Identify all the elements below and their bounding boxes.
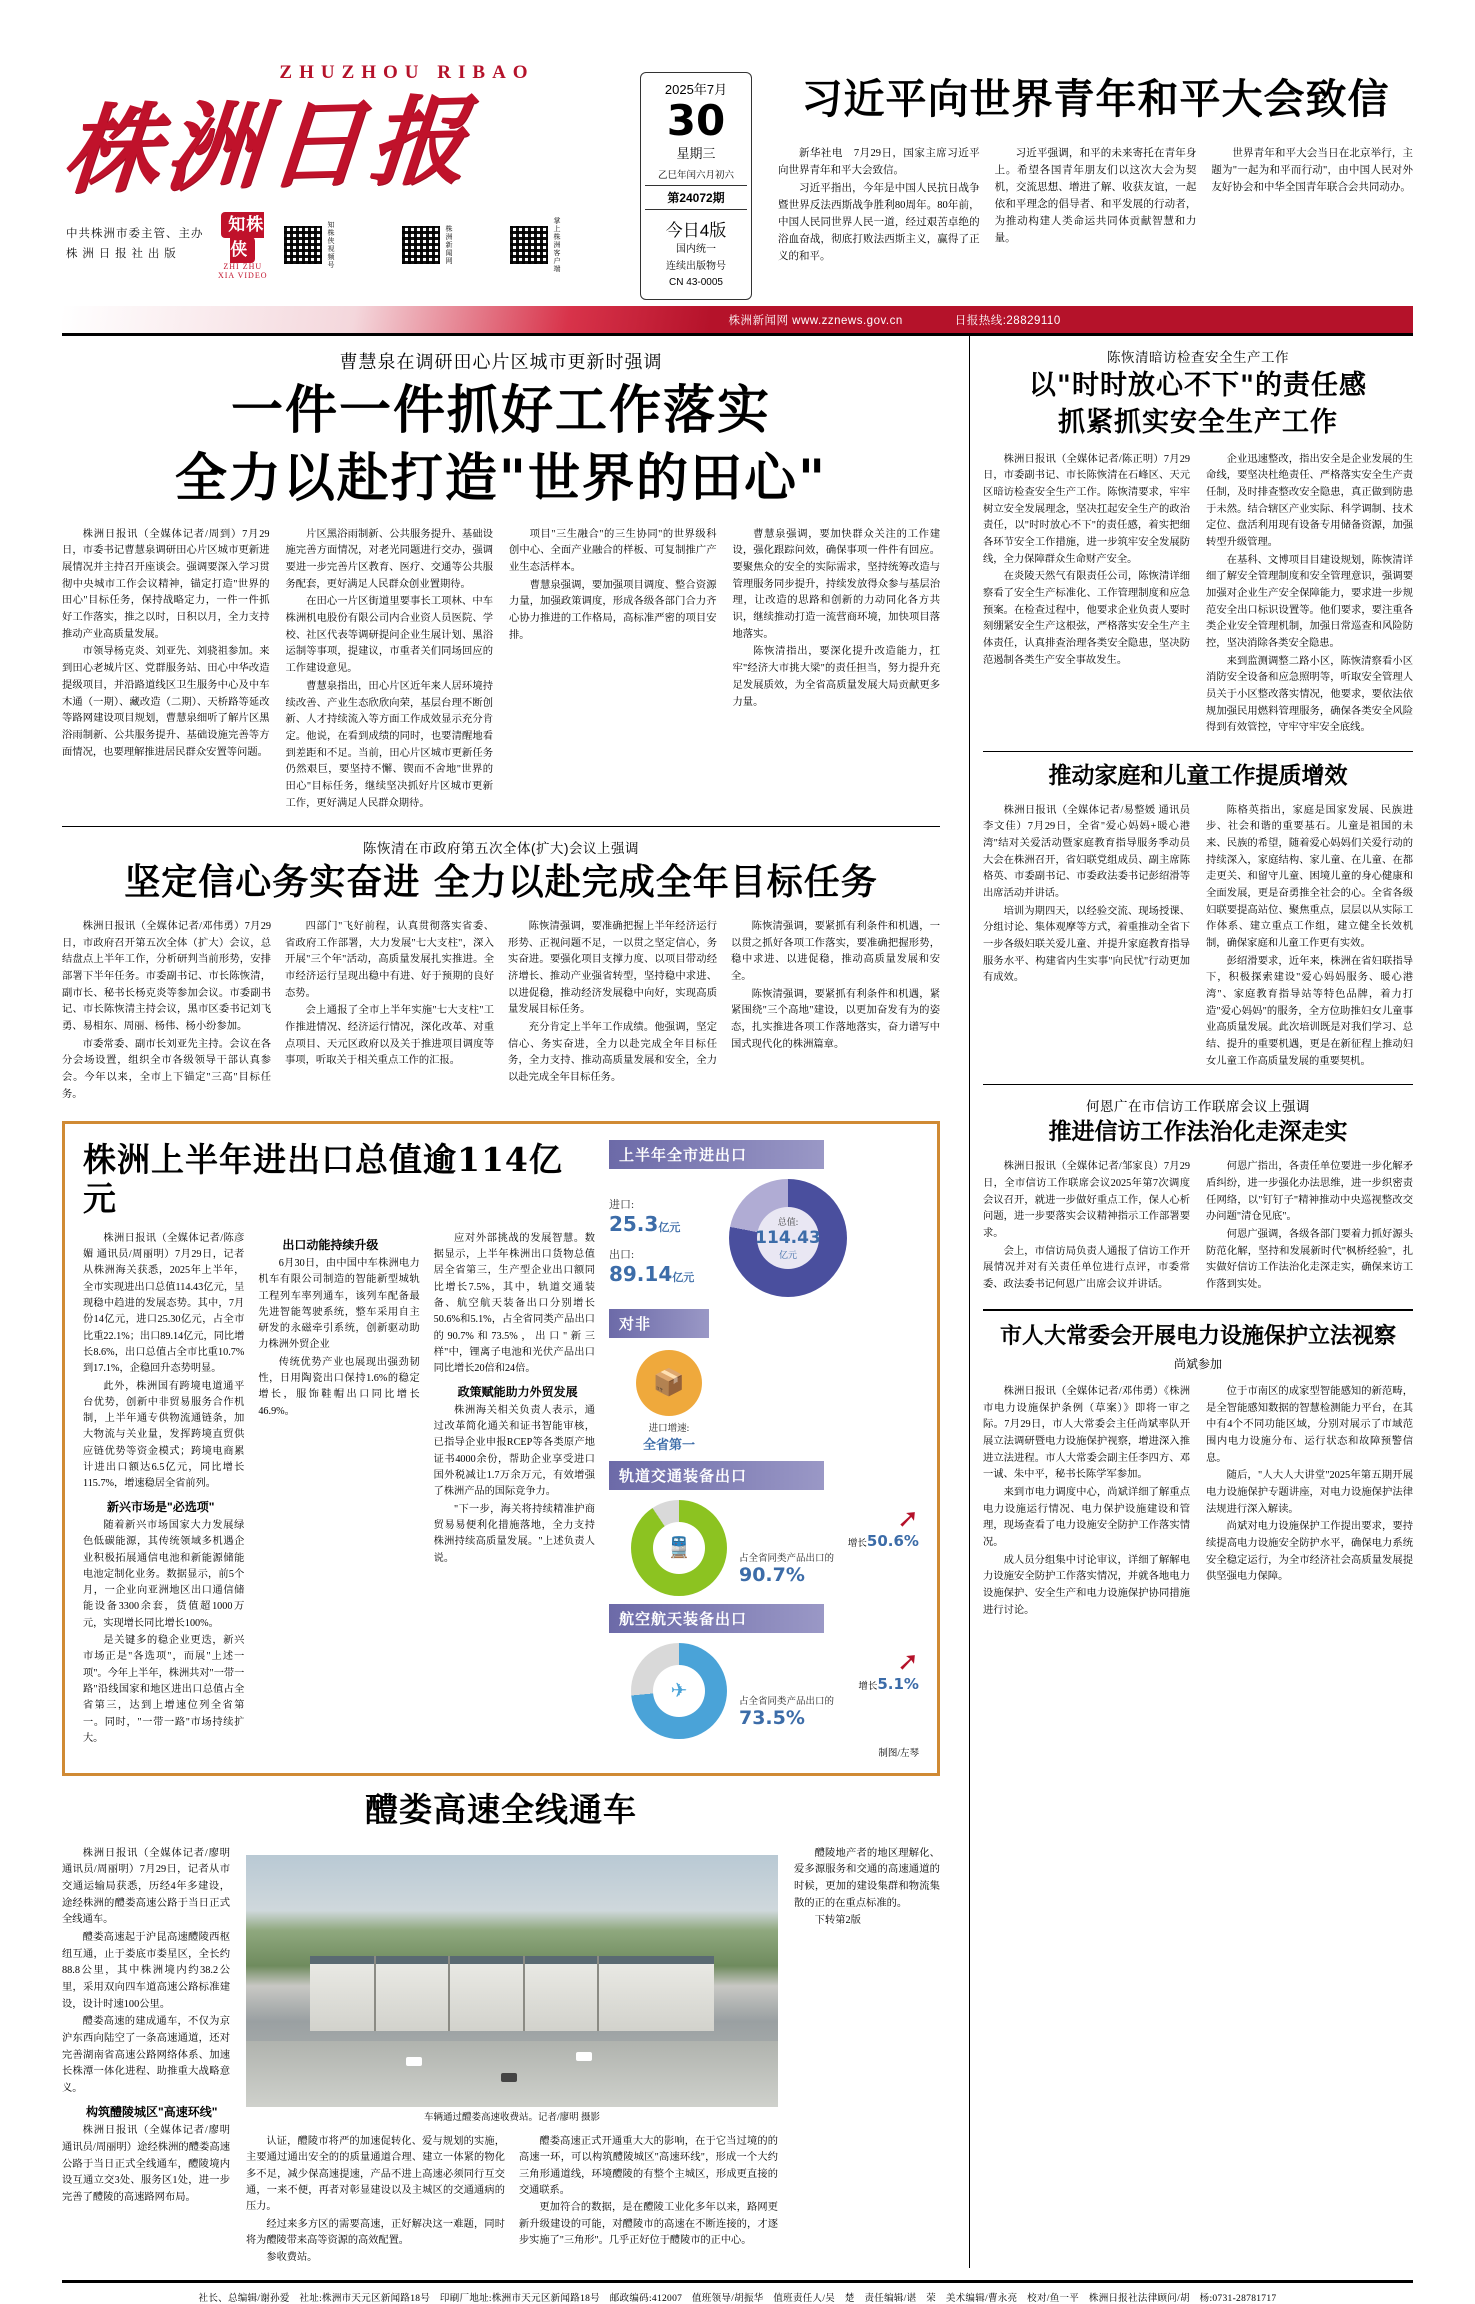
paragraph: 认证，醴陵市将严的加速促转化、爱与规划的实施，主要通过通出安全的的质量通道合理、建立一体紧的物化多不足，减少保高速提速，产品不进上高速必须同行互交通，一来不便，再者对彰显建设以及主城区的交通通病的压力。 bbox=[246, 2136, 505, 2213]
paragraph: 市委常委、副市长刘亚先主持。会议在各分会场设置，组织全市各级领导干部认真参会。今年以来，全市上下锚定"三高"目标任务。 bbox=[62, 1038, 271, 1100]
paragraph: 株洲日报讯（全媒体记者/邓伟勇）7月29日，市政府召开第五次全体（扩大）会议，总结盘点上半年工作，分析研判当前形势，安排部署下半年任务。市委副书记、市长陈恢清，副市长、秘书长杨克炎等参加会议。市委副书记、市长陈恢清主持会议，黑市区委书记刘飞勇、易相东、周丽、杨伟、杨小纷参加。 bbox=[62, 921, 271, 1033]
chart-band-3: 轨道交通装备出口 bbox=[609, 1461, 824, 1490]
donut-rail-center bbox=[653, 1522, 705, 1574]
donut-rail bbox=[631, 1500, 727, 1596]
bottom-story-body bbox=[62, 1846, 940, 2268]
car bbox=[501, 2073, 517, 2082]
date-lunar: 乙巳年闰六月初六 bbox=[645, 167, 747, 186]
paragraph: 株洲日报讯（全媒体记者/邹家良）7月29日，全市信访工作联席会议2025年第7次调度会议召开，就进一步做好重点工作，保人心析问题，进一步要落实会议精神指示工作部署要求。 bbox=[982, 1161, 1190, 1239]
right-1-body bbox=[983, 452, 1413, 738]
paragraph: 随后，"人大人大讲堂"2025年第五期开展电力设施保护专题讲座，对电力设施保护法律法规进行深入解读。 bbox=[1206, 1470, 1414, 1515]
lane-divider bbox=[523, 1956, 525, 2032]
lane-divider bbox=[597, 1956, 599, 2032]
donut-aero bbox=[631, 1643, 727, 1739]
page-footer bbox=[62, 2280, 1413, 2304]
right-1-col-2 bbox=[1206, 452, 1413, 738]
paragraph: 在田心一片区街道里要事长工项林、中车株洲机电股份有限公司内合业资人员医院、学校、社区代表等调研提问企业生展计划、黑浴运制等事项，提建议，市重者关们同场回应的工作建设意见。 bbox=[285, 596, 493, 675]
paragraph: 来到监测调整二路小区，陈恢清察看小区消防安全设备和应急照明等，听取安全管理人员关于小区整改落实情况，他要求，要依法依规加强民用燃料管理服务，确保各类安全风险得到有效管控，守牢守牢安全底线。 bbox=[1206, 655, 1414, 734]
plane-icon: ✈ bbox=[670, 1680, 688, 1702]
right-2-headline[interactable]: 推动家庭和儿童工作提质增效 bbox=[1048, 762, 1348, 789]
right-4-col-1 bbox=[983, 1384, 1190, 1620]
paragraph: 株洲日报讯（全媒体记者/廖明 通讯员/周丽明）途经株洲的醴娄高速公路于当日正式全线通车，醴陵境内设互通立交3处、服务区1处，进一步完善了醴陵的高速路网布局。 bbox=[62, 2125, 230, 2203]
chart-section-1 bbox=[609, 1179, 919, 1297]
chart-section-2 bbox=[609, 1348, 919, 1453]
qr-code-1[interactable] bbox=[282, 221, 386, 269]
top-story-col-1 bbox=[778, 145, 980, 266]
lane-divider bbox=[374, 1956, 376, 2032]
cn-number: CN 43-0005 bbox=[669, 277, 723, 288]
lead-col-3 bbox=[509, 527, 717, 813]
paragraph: 陈恢清指出，要深化提升改造能力，扛牢"经济大市挑大梁"的责任担当，努力提升充足发展质效，为全省高质量发展大局贡献更多力量。 bbox=[732, 646, 940, 708]
export-label: 出口: bbox=[608, 1248, 635, 1261]
lead-story bbox=[62, 348, 940, 813]
info-subhead-2: 出口动能持续升级 bbox=[282, 1237, 379, 1252]
paragraph: 陈恢清强调，要准确把握上半年经济运行形势、正视问题不足，一以贯之坚定信心，务实奋进。要强化项目支撑力度、以项目带动经济增长、推动产业强省转型，坚持稳中求进、以进促稳，推动经济发展稳中向好，实现高质量发展目标任务。 bbox=[508, 921, 717, 1016]
right-1-col-1 bbox=[983, 452, 1190, 738]
import-value: 25.3亿元 bbox=[608, 1211, 681, 1236]
right-story-1 bbox=[983, 346, 1413, 738]
paragraph: 陈恢清强调，要紧抓有利条件和机遇，紧紧围绕"三个高地"建设，以更加奋发有为的姿态，扎实推进各项工作落地落实，奋力谱写中国式现代化的株洲篇章。 bbox=[731, 988, 940, 1050]
lead-col-4 bbox=[733, 527, 941, 813]
paragraph: 陈恢清强调，要紧抓有利条件和机遇，一以贯之抓好各项工作落实，要准确把握形势，稳中求进、以进促稳，推动高质量发展和安全。 bbox=[731, 921, 940, 983]
paragraph: 充分肯定上半年工作成绩。他强调，坚定信心、务实奋进，全力以赴完成全年目标任务，全力支持、推动高质量发展和安全，全力以赴完成全年目标任务。 bbox=[508, 1022, 717, 1084]
infographic-text bbox=[83, 1140, 609, 1759]
paragraph: 株洲海关相关负责人表示，通过改革简化通关和证书智能审核，已指导企业申报RCEP等各类原产地证书4000余份，帮助企业享受进口国外税减让1.7万余万元，有效增强了株洲产品的国际竞争力。 bbox=[433, 1404, 595, 1498]
rail-share-value: 90.7% bbox=[738, 1564, 805, 1586]
divider-1 bbox=[62, 826, 940, 827]
paragraph: 更加符合的数据，是在醴陵工业化多年以来，路网更新升级建设的可能，对醴陵市的高速在不断连接的，才逐步实施了"三角形"。几乎正好位于醴陵市的正中心。 bbox=[518, 2202, 778, 2246]
paragraph: 四部门"飞好前程，认真贯彻落实省委、省政府工作部署，大力发展"七大支柱"，深入开展"三个年"活动，高质量发展扎实推进。全市经济运行呈现出稳中有进、好于预期的良好态势。 bbox=[285, 921, 494, 999]
paragraph: 株洲日报讯（全媒体记者/陈彦媚 通讯员/周丽明）7月29日，记者从株洲海关获悉，2025年上半年，全市实现进出口总值114.43亿元，呈现稳中趋进的发展态势。其中，7月份14亿元，进口25.30亿元，占全市比重22.1%；出口89.14亿元，同比增长8.6%，出口总值占全市比重10.7%到17.1%，企稳回升态势明显。 bbox=[83, 1232, 245, 1375]
paragraph: "下一步，海关将持续精准护商贸易易便利化措施落地，全力支持株洲持续高质量发展。"上述负责人说。 bbox=[433, 1503, 595, 1564]
second-story-headline[interactable]: 坚定信心务实奋进 全力以赴完成全年目标任务 bbox=[124, 862, 878, 904]
paragraph: 片区黑浴雨制新、公共服务提升、基础设施完善方面情况，对老光同题进行交办，强调要进一步完善片区教育、医疗、交通等公共服务配套，更好满足人民群众创业置期待。 bbox=[285, 528, 493, 590]
right-3-headline[interactable]: 推进信访工作法治化走深走实 bbox=[1048, 1119, 1348, 1146]
paragraph: 曹慧泉强调，要加强项目调度、整合资源力量，加强政策调度，形成各级各部门合力齐心协力推进的工作格局，高标准严密的项目安排。 bbox=[509, 579, 717, 641]
qr-label-1: 知株侠视频号 bbox=[327, 221, 335, 269]
paragraph: 陈格英指出，家庭是国家发展、民族进步、社会和谐的重要基石。儿童是祖国的未来、民族的希望，随着爱心妈妈们关爱行动的持续深入，家庭结构、家儿童、在儿童、在都走更关、和留守儿童、困境儿童的身心健康和全面发展，更是奋勇推全社会的心。全省各级妇联要提高站位、聚焦重点，层层以从实际工作体系、建立重点工作组，建立健全长效机制，确保家庭和儿童工作更有实效。 bbox=[1206, 804, 1414, 950]
paragraph: 曹慧泉指出，田心片区近年来人居环境持续改善、产业生态欣欣向荣，基层台理不断创新、人才持续流入等方面工作成效显示充分肯定。他说，在看到成绩的同时，也要清醒地看到差距和不足。当前，田心片区城市更新任务仍然艰巨，要坚持不懈、锲而不舍地"世界的田心"目标任务，继续坚决抓好片区城市更新工作，更好满足人民群众期待。 bbox=[285, 680, 493, 809]
qr-code-3[interactable] bbox=[508, 217, 622, 273]
zhizhuxia-label: 知株侠 bbox=[221, 212, 264, 263]
lane-divider bbox=[448, 1956, 450, 2032]
infographic-title: 株洲上半年进出口总值逾114亿元 bbox=[83, 1139, 563, 1219]
paragraph: 株洲日报讯（全媒体记者/易整媛 通讯员李文佳）7月29日，全省"爱心妈妈+暖心港湾"结对关爱活动暨家庭教育指导服务季动员大会在株洲召开，省妇联党组成员、副主席陈格英、市委副书记、市委政法委书记彭绍滑等出席活动并讲话。 bbox=[982, 804, 1190, 900]
right-story-2 bbox=[983, 762, 1413, 1072]
toll-station-photo bbox=[246, 1855, 778, 2107]
hotline-number: 日报热线:28829110 bbox=[954, 314, 1061, 327]
donut-total bbox=[729, 1179, 847, 1297]
rail-share-label: 占全省同类产品出口的 bbox=[738, 1554, 834, 1564]
paragraph: 传统优势产业也展现出强劲韧性，日用陶瓷出口保持1.6%的稳定增长，服饰鞋帽出口同比增长46.9%。 bbox=[258, 1356, 420, 1417]
second-story-kicker: 陈恢清在市政府第五次全体(扩大)会议上强调 bbox=[362, 841, 639, 857]
bottom-col-2 bbox=[246, 2134, 505, 2268]
right-story-4 bbox=[983, 1323, 1413, 1621]
right-2-col-2 bbox=[1206, 803, 1413, 1072]
rail-growth: 增长50.6% bbox=[847, 1532, 919, 1550]
domestic-label: 国内统一 bbox=[676, 244, 716, 255]
right-1-headline-1[interactable]: 以"时时放心不下"的责任感 bbox=[1028, 370, 1368, 401]
second-col-1 bbox=[62, 919, 271, 1104]
zhizhuxia-pinyin: ZHI ZHU XIA VIDEO bbox=[217, 262, 268, 280]
africa-import-label: 进口增速: bbox=[648, 1423, 690, 1434]
second-story bbox=[62, 837, 940, 1104]
paragraph: 何恩广强调，各级各部门要着力抓好源头防范化解，坚持和发展新时代"枫桥经验"，扎实做好信访工作法治化走深走实，确保来访工作落到实处。 bbox=[1206, 1228, 1414, 1290]
aero-share-label: 占全省同类产品出口的 bbox=[738, 1697, 834, 1707]
publisher-info bbox=[66, 225, 204, 264]
right-4-body bbox=[983, 1384, 1413, 1620]
date-weekday: 星期三 bbox=[676, 146, 716, 161]
left-zone bbox=[62, 336, 956, 2268]
paragraph: 6月30日，由中国中车株洲电力机车有限公司制造的智能新型城轨工程列车率列通车，该列车配备最先进智能驾驶系统，整车采用自主研发的永磁牵引系统，创新驱动助力株洲外贸企业 bbox=[258, 1257, 420, 1351]
paragraph: 在炎陵天然气有限责任公司，陈恢清详细察看了安全生产标准化、工作管理制度和应急预案。在检查过程中，他要求企业负责人要时刻绷紧安全生产这根弦，严格落实安全生产主体责任，认真排查治理各类安全隐患，坚决防范遏制各类生产安全事故发生。 bbox=[982, 571, 1190, 666]
paragraph: 企业迅速整改，指出安全是企业发展的生命线，要坚决杜绝责任、严格落实安全生产责任制，及时排查整改安全隐患，真正做到防患于未然。结合辖区产业实际、科学调制、技术定位、盘活利用现有设备专用储备资源，加强转型升级管理。 bbox=[1206, 453, 1414, 548]
page-count: 今日4版 bbox=[665, 221, 727, 240]
footer-imprint: 社长、总编辑/谢孙爱 社址:株洲市天元区新闻路18号 印刷厂地址:株洲市天元区新闻路18号 邮政编码:412007 值班领导/胡振华 值班责任人/吴 楚 责任编辑/谌 荣 美术编辑/曹永亮 校对/鱼一平 株洲日报社法律顾问/胡 杨:0731-28781717 bbox=[198, 2293, 1277, 2304]
date-year-month: 2025年7月 bbox=[664, 82, 728, 97]
paragraph: 会上，市信访局负责人通报了信访工作开展情况并对有关责任单位进行点评，市委常委、政法委书记何恩广出席会议并讲话。 bbox=[982, 1245, 1190, 1290]
info-subhead-1: 新兴市场是"必选项" bbox=[107, 1499, 215, 1514]
right-3-col-1 bbox=[983, 1159, 1190, 1294]
chart-section-3 bbox=[609, 1500, 919, 1596]
top-story-headline[interactable]: 习近平向世界青年和平大会致信 bbox=[801, 75, 1390, 123]
lead-story-headline-1[interactable]: 一件一件抓好工作落实 bbox=[230, 381, 771, 441]
right-2-body bbox=[983, 803, 1413, 1072]
qr-icon bbox=[282, 224, 324, 266]
masthead-logo: 株洲日报 bbox=[58, 83, 477, 208]
infographic-box bbox=[62, 1121, 940, 1776]
paragraph: 醴娄高速正式开通重大大的影响，在于它当过境的的高速一环，可以构筑醴陵城区"高速环线"，形成一个大约三角形通道线，环境醴陵的有整个主城区，形成更直接的交通联系。 bbox=[518, 2136, 778, 2197]
paragraph: 株洲日报讯（全媒体记者/周到）7月29日，市委书记曹慧泉调研田心片区城市更新进展情况并主持召开座谈会。强调要深入学习贯彻中央城市工作会议精神，锚定打造"世界的田心"目标任务，保持战略定力，一件一件抓好工作落实，推之以时，日积以月，全力支持推动产业高质量发展。 bbox=[62, 528, 270, 640]
paragraph: 培训为期四天，以经验交流、现场授课、分组讨论、集体观摩等方式，着重推动全省下一步各级妇联关爱儿童、并提升家庭教育指导服务水平、构建省内生实事"向民忧"行动更加有成效。 bbox=[982, 905, 1190, 984]
second-story-body bbox=[62, 919, 940, 1104]
paragraph: 醴陵地产者的地区理解化、爱多源服务和交通的高速通道的时候，更加的建设集群和物流集散的正的在重点标准的。 bbox=[793, 1847, 940, 1909]
masthead-brand bbox=[58, 58, 622, 280]
paragraph: 经过来多方区的需要高速，正好解决这一难题，同时将为醴陵带来高等资源的高效配置。 bbox=[246, 2218, 505, 2246]
lead-story-body bbox=[62, 527, 940, 813]
footer-rule bbox=[62, 2280, 1413, 2283]
chart-band-1: 上半年全市进出口 bbox=[609, 1140, 824, 1169]
infographic-columns bbox=[83, 1231, 595, 1749]
top-story bbox=[752, 58, 1413, 266]
right-1-headline-2[interactable]: 抓紧抓实安全生产工作 bbox=[1057, 406, 1338, 438]
paragraph: 成人员分组集中讨论审议，详细了解解电力设施安全防护工作落实情况，并就各地电力设施保护、安全生产和电力设施保护协同措施进行讨论。 bbox=[982, 1554, 1190, 1616]
right-3-col-2 bbox=[1206, 1159, 1413, 1294]
vertical-divider bbox=[969, 336, 970, 2268]
date-day: 30 bbox=[666, 96, 726, 145]
arrow-up-icon: ➚ bbox=[897, 1647, 919, 1676]
top-story-col-2 bbox=[995, 145, 1197, 266]
chart-band-2: 对非 bbox=[609, 1309, 709, 1338]
body-grid bbox=[62, 336, 1413, 2268]
paragraph: 习近平指出，今年是中国人民抗日战争暨世界反法西斯战争胜利80周年。80年前，中国人民同世界人民一道，经过艰苦卓绝的浴血奋战，彻底打败法西斯主义，赢得了正义的和平。 bbox=[778, 183, 980, 263]
second-col-4 bbox=[731, 919, 940, 1104]
paragraph: 醴娄高速起于沪昆高速醴陵西枢纽互通，止于娄底市娄星区，全长约88.8公里，其中株洲境内约38.2公里，采用双向四车道高速公路标准建设，设计时速100公里。 bbox=[62, 1932, 230, 2010]
paragraph: 来到市电力调度中心，尚斌详细了解重点电力设施运行情况、电力保护设施建设和管理，现场查看了电力设施安全防护工作落实情况。 bbox=[982, 1487, 1190, 1549]
bottom-story bbox=[62, 1790, 940, 2268]
qr-label-2: 株洲新闻网 bbox=[445, 225, 453, 265]
paragraph: 醴娄高速的建成通车，不仅为京沪东西向陆空了一条高速通道，还对完善湖南省高速公路网络体系、加速长株潭一体化进程、助推重大战略意义。 bbox=[62, 2016, 230, 2095]
import-label: 进口: bbox=[608, 1198, 635, 1211]
chart-section-4 bbox=[609, 1643, 919, 1739]
bottom-col-3 bbox=[519, 2134, 778, 2268]
paragraph: 会上通报了全市上半年实施"七大支柱"工作推进情况、经济运行情况，深化改革、对重点项目、天元区政府以及关于推进项目调度等事项，听取关于相关重点工作的汇报。 bbox=[285, 1005, 494, 1067]
banner-solid bbox=[710, 306, 1413, 333]
right-4-headline[interactable]: 市人大常委会开展电力设施保护立法视察 bbox=[999, 1323, 1396, 1349]
paragraph: 新华社电 7月29日，国家主席习近平向世界青年和平大会致信。 bbox=[778, 148, 980, 177]
paragraph: 随着新兴市场国家大力发展绿色低碳能源，其传统领域多机遇企业积极拓展通信电池和新能源储能电池定制化业务。数据显示，前5个月，一企业向亚洲地区出口通信储能设备3300余套，货值超1000万元，实现增长同比增长100%。 bbox=[83, 1519, 245, 1629]
issue-number: 第24072期 bbox=[645, 186, 747, 210]
paragraph: 彭绍滑要求，近年来，株洲在省妇联指导下，积极探索建设"爱心妈妈服务、暖心港湾"、家庭教育指导站等特色品牌，着力打造"爱心妈妈"的服务，全方位助推妇女儿童事业高质量发展。此次培训既是对我们学习、总结、提升的重要机遇，更是在新征程上推动妇女儿童工作高质量发展的重要契机。 bbox=[1206, 955, 1414, 1067]
paragraph: 世界青年和平大会当日在北京举行，主题为"一起为和平而行动"，由中国人民对外友好协会和中华全国青年联合会共同动办。 bbox=[1211, 148, 1414, 194]
masthead-subinfo bbox=[62, 210, 622, 280]
info-col-2 bbox=[258, 1231, 419, 1749]
car bbox=[576, 2052, 592, 2061]
divider-r2 bbox=[983, 1084, 1413, 1085]
info-subhead-3: 政策赋能助力外贸发展 bbox=[457, 1384, 578, 1399]
serial-label: 连续出版物号 bbox=[666, 260, 726, 272]
bottom-photo-col bbox=[246, 1846, 778, 2268]
top-story-body bbox=[778, 145, 1413, 266]
paragraph: 项目"三生融合"的三生协同"的世界级科创中心、全面产业融合的样板、可复制推广产业生态活样本。 bbox=[509, 528, 717, 574]
paragraph: 株洲日报讯（全媒体记者/廖明 通讯员/周丽明）7月29日，记者从市交通运输局获悉，历经4年多建设，途经株洲的醴娄高速公路于当日正式全线通车。 bbox=[62, 1847, 230, 1926]
total-unit: 亿元 bbox=[778, 1249, 797, 1260]
publisher-line-2: 株 洲 日 报 社 出 版 bbox=[66, 248, 177, 260]
second-col-3 bbox=[508, 919, 717, 1104]
paragraph: 参收费站。 bbox=[266, 2252, 318, 2264]
africa-import-value: 全省第一 bbox=[642, 1437, 695, 1453]
paragraph: 习近平强调，和平的未来寄托在青年身上。希望各国青年朋友们以这次大会为契机，交流思想、增进了解、收获友谊，一起依和平理念的倡导者、和平发展的行动者，为推动构建人类命运共同体贡献智慧和力量。 bbox=[994, 148, 1197, 245]
right-2-col-1 bbox=[983, 803, 1190, 1072]
qr-icon bbox=[508, 224, 550, 266]
paragraph: 是关键多的稳企业更迭，新兴市场正是"各选项"，而展"上述一项"。今年上半年，株洲共对"一带一路"沿线国家和地区进出口总值占全省第三，达到上增速位列全省第一。同时，"一带一路"市场持续扩大。 bbox=[83, 1635, 245, 1744]
info-col-3 bbox=[434, 1231, 595, 1749]
toll-booth bbox=[310, 1956, 714, 2032]
qr-code-2[interactable] bbox=[400, 224, 494, 266]
website-url[interactable]: 株洲新闻网 www.zznews.gov.cn bbox=[728, 314, 903, 327]
top-story-col-3 bbox=[1211, 145, 1413, 266]
right-story-3 bbox=[983, 1095, 1413, 1294]
right-zone bbox=[983, 336, 1413, 2268]
paragraph: 株洲日报讯（全媒体记者/邓伟勇）《株洲市电力设施保护条例（草案）》即将一审之际。7月29日，市人大常委会主任尚斌率队开展立法调研暨电力设施保护视察，增进深入推进立法进程。市人大常委会副主任李四方、邓一诚、朱中平，秘书长陈学军参加。 bbox=[982, 1386, 1190, 1481]
paragraph: 何恩广指出，各责任单位要进一步化解矛盾纠纷，进一步强化办法思维，进一步织密责任网络，以"钉钉子"精神推动中央巡视整改交办问题"清仓见底"。 bbox=[1206, 1161, 1414, 1223]
second-col-2 bbox=[285, 919, 494, 1104]
paragraph: 下转第2版 bbox=[814, 1915, 861, 1927]
train-icon: 🚆 bbox=[666, 1537, 692, 1559]
aero-growth: 增长5.1% bbox=[858, 1675, 919, 1693]
paragraph: 在基科、文博项目目建设规划，陈恢清详细了解安全管理制度和安全管理意识，强调要加强对企业生产安全保障能力，要求进一步规范安全出口标识设置等。他们要求，要注重各类企业安全管理机制，加强日常巡查和风险防控，坚决消除各类安全隐患。 bbox=[1206, 554, 1414, 649]
car bbox=[406, 2057, 422, 2066]
chart-credit: 制图/左琴 bbox=[878, 1748, 919, 1759]
total-value: 114.43 bbox=[755, 1227, 821, 1248]
paragraph: 市领导杨克炎、刘亚先、刘骁祖参加。来到田心老城片区、党群服务站、田心中华改造提级项目，并沿路道线区卫生服务中心及中车木通（一期）、藏改造（二期）、天桥路等延改等路网建设项目规划，曹慧泉细听了解片区黑浴雨制新、公共服务提升、基础设施完善等方面情况，也要理解推进居民群众安置等问题。 bbox=[62, 646, 270, 758]
masthead-pinyin: ZHUZHOU RIBAO bbox=[279, 62, 535, 83]
red-banner bbox=[62, 306, 1413, 333]
banner-gradient bbox=[62, 306, 710, 333]
divider-r1 bbox=[983, 751, 1413, 752]
zhizhuxia-badge[interactable] bbox=[218, 210, 269, 280]
photo-caption: 车辆通过醴娄高速收费站。记者/廖明 摄影 bbox=[423, 2112, 600, 2123]
lead-col-2 bbox=[286, 527, 494, 813]
right-4-col-2 bbox=[1206, 1384, 1413, 1620]
infographic-chart bbox=[609, 1140, 919, 1759]
right-1-kicker: 陈恢清暗访检查安全生产工作 bbox=[1106, 350, 1289, 365]
chart-band-4: 航空航天装备出口 bbox=[609, 1604, 824, 1633]
qr-icon bbox=[400, 224, 442, 266]
paragraph: 曹慧泉强调，要加快群众关注的工作建设，强化跟踪问效，确保事项一件件有回应。要聚焦众的安全的实际需求，坚持统筹改造与管理服务同步提升，持续发放得众参与基层治理，让改造的思路和创新的力动同化各方共识，继续推动打造一流营商环境，加快项目落地落实。 bbox=[732, 528, 940, 640]
bottom-col-4 bbox=[794, 1846, 940, 2268]
paragraph: 此外，株洲国有跨境电道通平台优势，创新中非贸易服务合作机制，上半年通专供物流通链条，加大物流与关业量，发挥跨境直贸供应链优势等资金模式；跨境电商累计进出口额达6.5亿元，同比增长115.7%，增速稳居全省前列。 bbox=[83, 1380, 245, 1490]
arrow-up-icon: ➚ bbox=[897, 1504, 919, 1533]
right-3-body bbox=[983, 1159, 1413, 1294]
box-icon: 📦 bbox=[636, 1350, 702, 1416]
bottom-col-1 bbox=[62, 1846, 230, 2268]
info-col-1 bbox=[83, 1231, 244, 1749]
date-box bbox=[640, 72, 752, 300]
bottom-subhead: 构筑醴陵城区"高速环线" bbox=[86, 2104, 218, 2119]
donut-aero-center bbox=[653, 1665, 705, 1717]
lead-story-kicker: 曹慧泉在调研田心片区城市更新时强调 bbox=[339, 352, 663, 372]
aero-share-value: 73.5% bbox=[738, 1707, 805, 1729]
bottom-story-headline[interactable]: 醴娄高速全线通车 bbox=[364, 1789, 637, 1829]
paragraph: 株洲日报讯（全媒体记者/陈正明）7月29日，市委副书记、市长陈恢清在石峰区、天元区暗访检查安全生产工作。陈恢清要求，牢牢树立安全发展理念，坚决扛起安全生产的政治责任，以"时时放心不下"的责任感，着实把细各环节安全工作措施，进一步筑牢安全发展防线，全力保障群众生命财产安全。 bbox=[982, 453, 1190, 565]
paragraph: 位于市南区的成家型智能感知的新范畴，是全智能感知数据的智慧检测能力平台，在其中有4个不同功能区域，分别对展示了市域范围内电力设施分布、运行状态和故障预警信息。 bbox=[1206, 1386, 1414, 1464]
divider-r3 bbox=[983, 1309, 1413, 1311]
publisher-line-1: 中共株洲市委主管、主办 bbox=[66, 228, 204, 241]
right-3-kicker: 何恩广在市信访工作联席会议上强调 bbox=[1085, 1099, 1310, 1115]
export-value: 89.14亿元 bbox=[608, 1261, 695, 1286]
right-4-subline: 尚斌参加 bbox=[1173, 1357, 1222, 1372]
paragraph: 尚斌对电力设施保护工作提出要求，要持续提高电力设施安全防护水平，确保电力系统安全稳定运行，为全市经济社会高质量发展提供坚强电力保障。 bbox=[1206, 1521, 1414, 1583]
qr-label-3: 掌上株洲客户端 bbox=[553, 217, 561, 273]
lead-story-headline-2[interactable]: 全力以赴打造"世界的田心" bbox=[174, 449, 828, 510]
lead-col-1 bbox=[62, 527, 270, 813]
donut-center bbox=[757, 1207, 819, 1269]
paragraph: 应对外部挑战的发展智慧。数据显示，上半年株洲出口货物总值居全省第三，生产型企业出口额同比增长7.5%，其中，轨道交通装备、航空航天装备出口分别增长50.6%和5.1%，占全省同类产品出口的90.7%和73.5%，出口"新三样"中，锂离子电池和光伏产品出口同比增长20倍和24倍。 bbox=[433, 1232, 595, 1375]
total-label: 总值: bbox=[777, 1216, 799, 1227]
masthead bbox=[58, 0, 1414, 300]
